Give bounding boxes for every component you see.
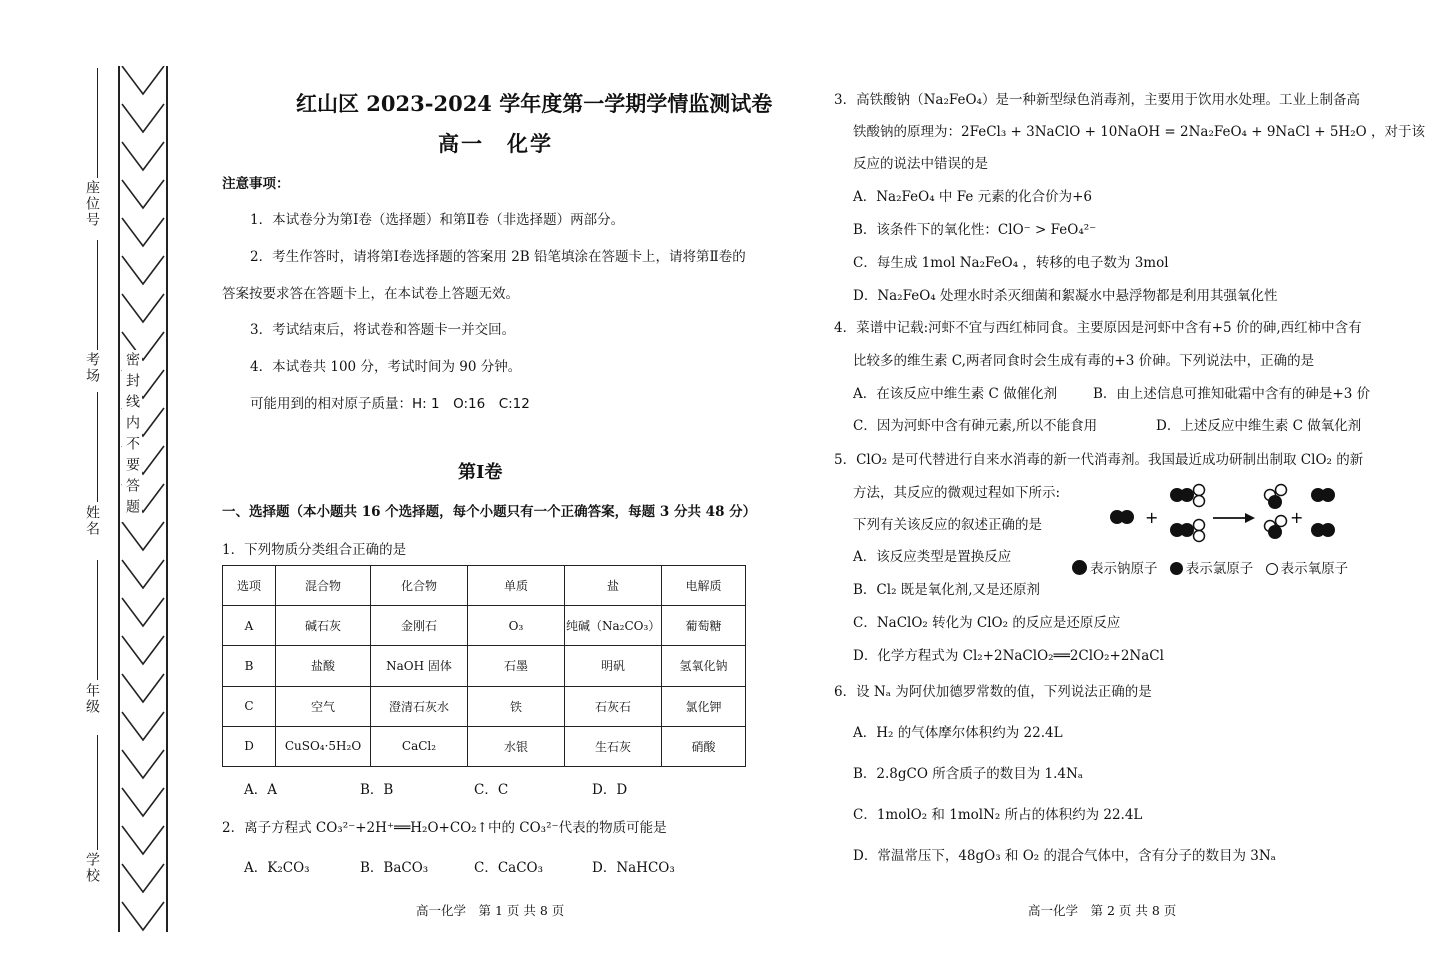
table-cell: 纯碱（Na₂CO₃） [565,606,662,646]
q5-option-d: D．化学方程式为 Cl₂+2NaClO₂══2ClO₂+2NaCl [853,648,1164,664]
chevron-mark [122,864,164,892]
chevron-mark [122,712,164,740]
grade-label: 年级 [84,683,100,715]
q4-line: 4．菜谱中记载:河虾不宜与西红柿同食。主要原因是河虾中含有+5 价的砷,西红柿中含有 [834,320,1362,336]
q3-line: 铁酸钠的原理为：2FeCl₃ + 3NaClO + 10NaOH = 2Na₂FeO₄ + 9NaCl + 5H₂O ，对于该 [853,124,1425,140]
q5-option-a: A．该反应类型是置换反应 [853,549,1012,565]
q1-table [222,565,746,767]
cl2-molecule [1110,510,1134,524]
table-header-cell: 化合物 [371,566,468,606]
q2-option-c: C．CaCO₃ [474,860,544,876]
q3-option-c: C．每生成 1mol Na₂FeO₄ ，转移的电子数为 3mol [853,255,1169,271]
nacl-molecule [1311,488,1335,502]
oxygen-atom-icon [1266,563,1278,575]
clo2-molecule [1265,516,1287,540]
chevron-mark [122,750,164,778]
school-line [97,735,98,850]
chlorine-atom-icon [1170,562,1183,575]
section-title: 第Ⅰ卷 [458,462,503,483]
table-cell: B [223,646,276,686]
table-row [223,646,746,686]
q1-stem: 1．下列物质分类组合正确的是 [222,542,407,558]
seat-line [97,68,98,178]
seat-label: 座位号 [84,180,100,228]
chevron-mark [122,66,164,94]
chevron-mark [122,902,164,930]
room-line [97,240,98,350]
name-label: 姓名 [84,505,100,537]
table-cell: 铁 [468,686,565,726]
chevron-mark [122,560,164,588]
q2-option-b: B．BaCO₃ [360,860,429,876]
q5-line: 下列有关该反应的叙述正确的是 [853,517,1042,533]
table-header-cell: 混合物 [276,566,371,606]
table-cell: 硝酸 [662,726,746,766]
table-cell: NaOH 固体 [371,646,468,686]
note-item: 答案按要求答在答题卡上，在本试卷上答题无效。 [222,286,519,302]
q5-reaction-diagram [1105,482,1365,544]
chevron-mark [122,256,164,284]
note-item: 3．考试结束后，将试卷和答题卡一并交回。 [250,322,516,338]
q3-option-d: D．Na₂FeO₄ 处理水时杀灭细菌和絮凝水中悬浮物都是利用其强氧化性 [853,288,1278,304]
q5-option-b: B．Cl₂ 既是氧化剂,又是还原剂 [853,582,1041,598]
sodium-atom-icon [1072,560,1087,575]
q5-line: 5．ClO₂ 是可代替进行自来水消毒的新一代消毒剂。我国最近成功研制出制取 ClO₂ 的新 [834,452,1364,468]
notes-heading: 注意事项： [222,176,290,192]
table-header-cell: 电解质 [662,566,746,606]
q6-option-c: C．1molO₂ 和 1molN₂ 所占的体积约为 22.4L [853,807,1143,823]
q4-option-d: D．上述反应中维生素 C 做氧化剂 [1156,418,1362,434]
chevron-mark [122,142,164,170]
table-header-row [223,566,746,606]
q4-option-b: B．由上述信息可推知砒霜中含有的砷是+3 价 [1093,386,1371,402]
room-label: 考场 [84,352,100,384]
table-cell: 葡萄糖 [662,606,746,646]
q2-stem: 2．离子方程式 CO₃²⁻+2H⁺══H₂O+CO₂↑中的 CO₃²⁻代表的物质可能是 [222,820,667,836]
table-cell: 明矾 [565,646,662,686]
table-row [223,726,746,766]
grade-line [97,560,98,680]
q4-option-c: C．因为河虾中含有砷元素,所以不能食用 [853,418,1098,434]
clo2-molecule [1265,485,1287,510]
table-cell: 氢氧化钠 [662,646,746,686]
plus-sign-2: + [1290,508,1304,527]
atomic-mass: 可能用到的相对原子质量：H: 1 O:16 C:12 [250,396,530,412]
q4-option-a: A．在该反应中维生素 C 做催化剂 [853,386,1058,402]
school-label: 学校 [84,852,100,884]
page-footer-left: 高一化学 第 1 页 共 8 页 [416,903,565,918]
table-header-cell: 盐 [565,566,662,606]
q5-legend [1072,557,1348,577]
q2-option-d: D．NaHCO₃ [592,860,675,876]
note-item: 4．本试卷共 100 分，考试时间为 90 分钟。 [250,359,522,375]
table-cell: 金刚石 [371,606,468,646]
table-cell: 生石灰 [565,726,662,766]
legend-label: 表示氧原子 [1280,561,1349,577]
table-cell: 水银 [468,726,565,766]
table-cell: A [223,606,276,646]
table-cell: 盐酸 [276,646,371,686]
naclo2-molecule [1170,485,1205,507]
q1-option-d: D．D [592,782,628,798]
table-cell: 石灰石 [565,686,662,726]
legend-label: 表示氯原子 [1185,561,1254,577]
name-line [97,392,98,502]
naclo2-molecule [1170,520,1205,542]
reaction-arrow [1213,513,1255,523]
exam-title: 红山区 2023-2024 学年度第一学期学情监测试卷 [296,91,773,116]
table-cell: 氯化钾 [662,686,746,726]
q2-option-a: A．K₂CO₃ [244,860,310,876]
chevron-mark [122,180,164,208]
table-cell: O₃ [468,606,565,646]
note-item: 2．考生作答时，请将第Ⅰ卷选择题的答案用 2B 铅笔填涂在答题卡上，请将第Ⅱ卷的 [250,249,746,265]
q4-line: 比较多的维生素 C,两者同食时会生成有毒的+3 价砷。下列说法中，正确的是 [853,353,1315,369]
q6-option-a: A．H₂ 的气体摩尔体积约为 22.4L [853,725,1063,741]
table-cell: 碱石灰 [276,606,371,646]
table-row [223,606,746,646]
seal-text: 密封线内不要答题 [124,352,140,520]
q3-option-a: A．Na₂FeO₄ 中 Fe 元素的化合价为+6 [853,189,1093,205]
chevron-mark [122,826,164,854]
q6-option-d: D．常温常压下，48gO₃ 和 O₂ 的混合气体中，含有分子的数目为 3Nₐ [853,848,1276,864]
nacl-molecule [1311,523,1335,537]
q1-option-c: C．C [474,782,509,798]
q6-stem: 6．设 Nₐ 为阿伏加德罗常数的值，下列说法正确的是 [834,684,1152,700]
q1-option-a: A．A [244,782,277,798]
chevron-mark [122,104,164,132]
table-cell: 澄清石灰水 [371,686,468,726]
legend-label: 表示钠原子 [1090,561,1158,577]
table-cell: CuSO₄·5H₂O [276,726,371,766]
page-footer-right: 高一化学 第 2 页 共 8 页 [1028,903,1177,918]
q5-option-c: C．NaClO₂ 转化为 ClO₂ 的反应是还原反应 [853,615,1121,631]
chevron-mark [122,522,164,550]
q6-option-b: B．2.8gCO 所含质子的数目为 1.4Nₐ [853,766,1084,782]
chevron-mark [122,218,164,246]
q3-line: 3．高铁酸钠（Na₂FeO₄）是一种新型绿色消毒剂，主要用于饮用水处理。工业上制备高 [834,92,1360,108]
table-header-cell: 单质 [468,566,565,606]
plus-sign-1: + [1145,508,1159,527]
chevron-mark [122,294,164,322]
table-cell: D [223,726,276,766]
table-cell: CaCl₂ [371,726,468,766]
chevron-mark [122,636,164,664]
chevron-mark [122,674,164,702]
q1-option-b: B．B [360,782,394,798]
table-header-cell: 选项 [223,566,276,606]
table-cell: C [223,686,276,726]
chevron-mark [122,788,164,816]
subject-title: 高一 化学 [438,131,553,156]
note-item: 1．本试卷分为第Ⅰ卷（选择题）和第Ⅱ卷（非选择题）两部分。 [250,212,625,228]
chevron-mark [122,598,164,626]
q3-option-b: B．该条件下的氧化性：ClO⁻ > FeO₄²⁻ [853,222,1097,238]
q3-line: 反应的说法中错误的是 [853,156,988,172]
table-cell: 石墨 [468,646,565,686]
q5-line: 方法，其反应的微观过程如下所示: [853,485,1061,501]
table-row [223,686,746,726]
table-cell: 空气 [276,686,371,726]
section-heading: 一、选择题（本小题共 16 个选择题，每个小题只有一个正确答案，每题 3 分共 48 分） [222,504,757,520]
